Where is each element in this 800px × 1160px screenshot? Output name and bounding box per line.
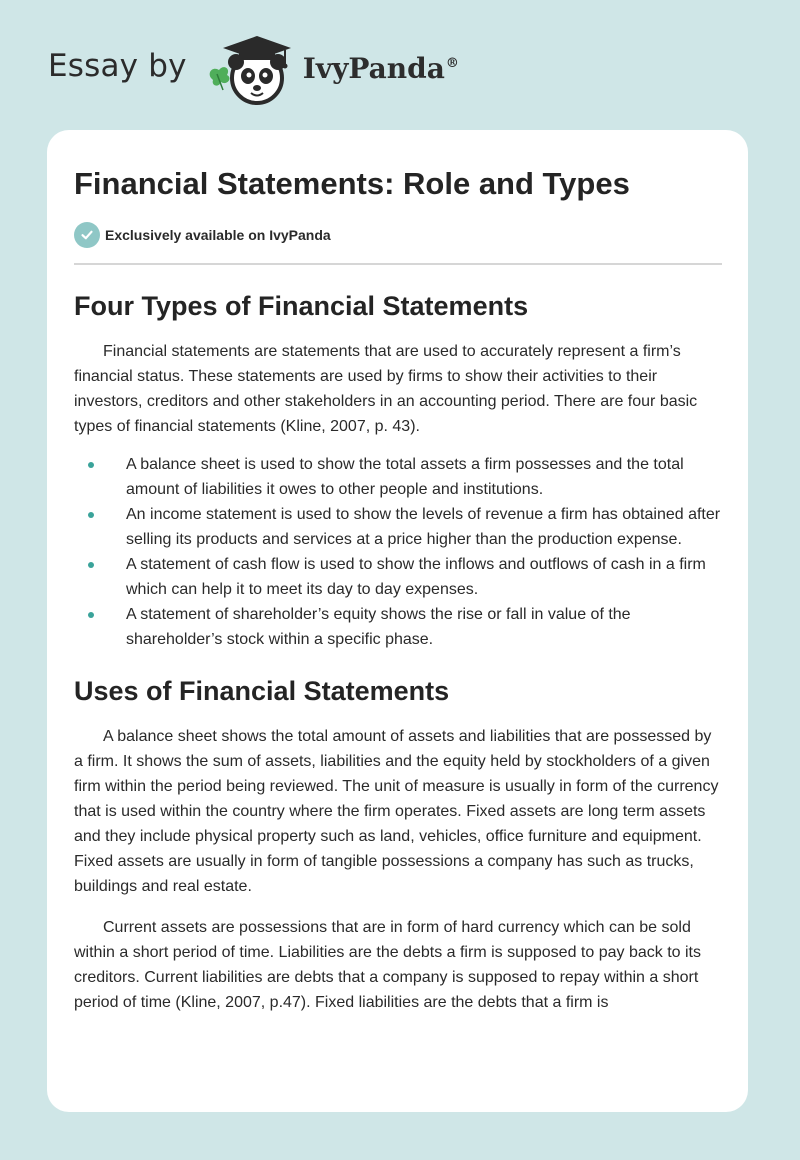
panda-logo-icon[interactable]: [205, 30, 297, 110]
essay-card: [47, 130, 748, 1112]
bullet-dot-icon: [88, 612, 94, 618]
divider: [74, 263, 722, 265]
essay-title: Financial Statements: Role and Types: [74, 166, 630, 201]
list-item: A balance sheet is used to show the total assets a firm possesses and the total amount of liabilities it owes to other people and institutions.: [74, 452, 722, 502]
section-heading: Uses of Financial Statements: [74, 676, 450, 706]
exclusive-badge: [74, 221, 722, 249]
section-heading: Four Types of Financial Statements: [74, 291, 529, 321]
section-uses: [74, 674, 722, 1015]
check-icon: [74, 222, 100, 248]
brand-name: IvyPanda®: [302, 51, 459, 85]
list-item: A statement of shareholder’s equity shows the rise or fall in value of the shareholder’s stock within a specific phase.: [74, 602, 722, 652]
bullet-dot-icon: [88, 512, 94, 518]
registered-mark: ®: [445, 56, 459, 72]
brand-header: [48, 30, 459, 110]
section-four-types: [74, 289, 722, 652]
brand-prefix: Essay by: [48, 48, 187, 84]
bullet-dot-icon: [88, 462, 94, 468]
badge-label: Exclusively available on IvyPanda: [105, 227, 331, 243]
paragraph: A balance sheet shows the total amount of assets and liabilities that are possessed by a firm. It shows the sum of assets, liabilities and the equity held by stockholders of a given firm within the period being reviewed. The unit of measure is usually in form of the currency that is used within the country where the firm operates. Fixed assets are long term assets and they include physical property such as land, vehicles, office furniture and equipment. Fixed assets are usually in form of tangible possessions a company has such as trucks, buildings and real estate.: [74, 728, 719, 895]
paragraph: Current assets are possessions that are in form of hard currency which can be sold within a short period of time. Liabilities are the debts a firm is supposed to pay back to its creditors. Current liabilities are debts that a company is supposed to repay within a short period of time (Kline, 2007, p.47). Fixed liabilities are the debts that a firm is: [74, 919, 701, 1011]
bullet-dot-icon: [88, 562, 94, 568]
list-item: A statement of cash flow is used to show the inflows and outflows of cash in a firm which can help it to meet its day to day expenses.: [74, 552, 722, 602]
list-item: An income statement is used to show the levels of revenue a firm has obtained after selling its products and services at a price higher than the production expense.: [74, 502, 722, 552]
paragraph: Financial statements are statements that are used to accurately represent a firm’s financial status. These statements are used by firms to show their activities to their investors, creditors and other stakeholders in an accounting period. There are four basic types of financial statements (Kline, 2007, p. 43).: [74, 343, 698, 435]
bullet-list: [74, 452, 722, 652]
